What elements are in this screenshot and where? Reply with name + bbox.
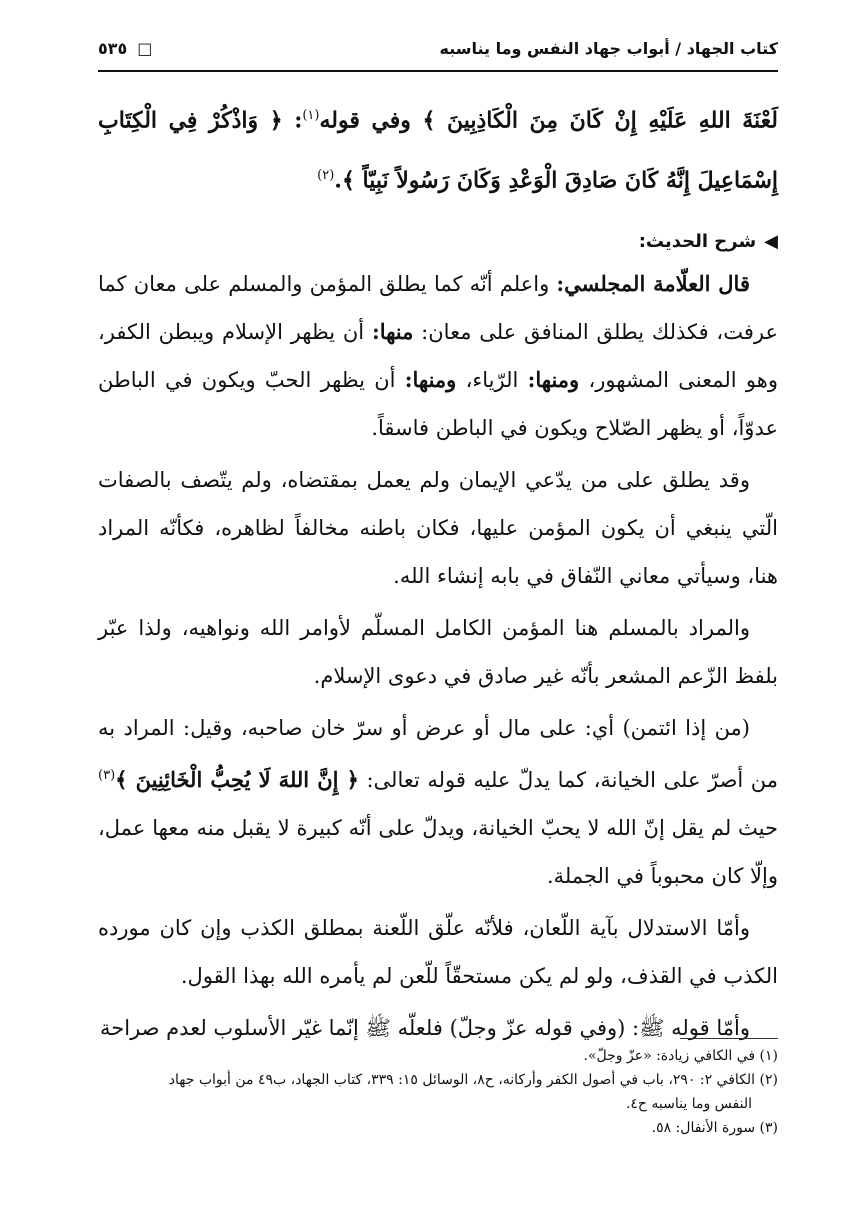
p1-text-d: الرّياء، [456,367,528,392]
p1-keyword-1: منها: [371,318,414,344]
paragraph-6: وأمّا قوله ﷺ: (وفي قوله عزّ وجلّ) فلعلّه ﷺ إنّما غيّر الأسلوب لعدم صراحة [100,1015,750,1040]
footnote-ref-2: (٢) [317,168,335,184]
footnote-2-continued: النفس وما يناسبه ح٤. [625,1096,752,1112]
verse-block [98,88,778,209]
paragraph-3: والمراد بالمسلم هنا المؤمن الكامل المسلّم لأوامر الله ونواهيه، ولذا عبّر بلفظ الزّعم المشعر بأنّه غير صادق في دعوى الإسلام. [98,615,778,688]
footnotes [98,1044,778,1140]
p1-keyword-3: ومنها: [404,366,457,392]
paragraph-2: وقد يطلق على من يدّعي الإيمان ولم يعمل بمقتضاه، ولم يتّصف بالصفات الّتي ينبغي أن يكون المؤمن عليها، فكان باطنه مخالفاً لظاهره، فكأنّه المراد هنا، وسيأتي معاني النّفاق في بابه إنشاء الله. [98,467,778,588]
verse-part-2: : ﴿ وَاذْكُرْ فِي الْكِتَابِ إِسْمَاعِيلَ إِنَّهُ كَانَ صَادِقَ الْوَعْدِ وَكَانَ رَسُولاً نَبِيّاً ﴾. [98,107,778,194]
page-number-group [98,39,152,58]
page-content [98,88,778,1056]
p1-text-c: أن يظهر الإسلام ويبطن الكفر، وهو المعنى المشهور، [98,319,778,392]
header-separator-square: □ [137,38,153,58]
p4-text-b: حيث لم يقل إنّ الله لا يحبّ الخيانة، ويدلّ على أنّه كبيرة لا يقبل منه معها عمل، وإلّا كان محبوباً في الجملة. [98,815,778,888]
footnote-1: (١) في الكافي زيادة: «عزّ وجلّ». [583,1048,778,1064]
p4-text-a: (من إذا ائتمن) أي: على مال أو عرض أو سرّ خان صاحبه، وقيل: المراد به من أصرّ على الخيانة، كما يدلّ عليه قوله تعالى: [98,715,778,792]
p1-keyword-2: ومنها: [527,366,580,392]
page-number: ٥٣٥ [98,38,128,58]
p1-text-a: واعلم أنّه كما يطلق المؤمن والمسلم على معان كما عرفت، فكذلك يطلق المنافق على معان: [98,271,778,344]
header-title: كتاب الجهاد / أبواب جهاد النفس وما يناسبه [439,38,778,58]
section-heading-text: شرح الحديث: [638,230,757,252]
p1-text-e: أن يظهر الحبّ ويكون في الباطن عدوّاً، أو يظهر الصّلاح ويكون في الباطن فاسقاً. [98,367,778,440]
header-rule [98,70,778,72]
section-heading [98,231,778,252]
footnote-rule [680,1038,778,1039]
footnote-3: (٣) سورة الأنفال: ٥٨. [651,1120,778,1136]
footnote-ref-3: (٣) [98,767,116,783]
verse-part-1: لَعْنَةَ اللهِ عَلَيْهِ إِنْ كَانَ مِنَ الْكَاذِبِينَ ﴾ وفي قوله [319,107,779,134]
p4-quran-verse: ﴿ إِنَّ اللهَ لَا يُحِبُّ الْخَائِنِينَ ﴾ [115,766,359,792]
paragraph-1 [98,260,778,452]
paragraph-5: وأمّا الاستدلال بآية اللّعان، فلأنّه علّق اللّعنة بمطلق الكذب وإن كان مورده الكذب في القذف، ولو لم يكن مستحقّاً للّعن لم يأمره الله بهذا القول. [98,915,778,988]
speaker-name: قال العلّامة المجلسي: [556,270,750,296]
triangle-bullet-icon: ◀ [764,230,778,252]
footnote-ref-1: (١) [302,108,320,123]
paragraph-4 [98,704,778,900]
footnote-2: (٢) الكافي ٢: ٢٩٠، باب في أصول الكفر وأركانه، ح٨، الوسائل ١٥: ٣٣٩، كتاب الجهاد، ب٤٩ من أبواب جهاد [168,1072,778,1088]
running-header [98,30,778,66]
